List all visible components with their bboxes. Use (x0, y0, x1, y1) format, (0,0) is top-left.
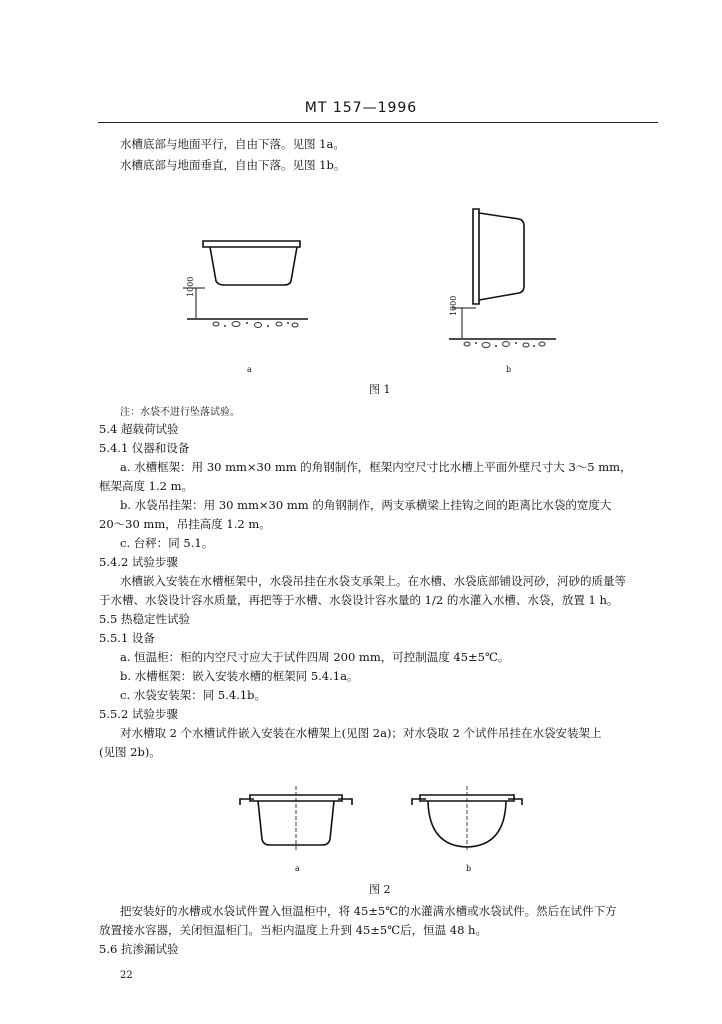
s542-para-line1: 水槽嵌入安装在水槽框架中，水袋吊挂在水袋支承架上。在水槽、水袋底部铺设河砂，河砂的质量等 (120, 574, 626, 588)
figure-1-caption: 图 1 (369, 383, 391, 396)
fig1a-gravel (292, 323, 298, 327)
fig1b-dot (495, 345, 497, 347)
fig1a-tub-body (210, 247, 297, 285)
fig2b-hanger-left (412, 799, 426, 805)
s551-a-line: a. 恒温柜：柜的内空尺寸应大于试件四周 200 mm，可控制温度 45±5℃。 (120, 650, 510, 664)
fig1a-dot (267, 325, 269, 327)
section-5-6-title: 5.6 抗渗漏试验 (99, 942, 179, 956)
fig2b-hanger-right (508, 799, 522, 805)
page-number: 22 (120, 970, 133, 981)
fig1a-gravel (276, 322, 282, 326)
note: 注：水袋不进行坠落试验。 (120, 407, 240, 418)
fig1a-label: a (247, 365, 252, 374)
s551-b-line: b. 水槽框架：嵌入安装水槽的框架同 5.4.1a。 (120, 669, 359, 683)
fig1a-height-label: 1000 (186, 276, 195, 297)
s541-a-line2: 框架高度 1.2 m。 (99, 479, 194, 493)
s551-c-line: c. 水袋安装架：同 5.4.1b。 (120, 688, 267, 702)
s541-b-line2: 20～30 mm，吊挂高度 1.2 m。 (99, 517, 271, 531)
fig1a-dot (287, 322, 289, 324)
fig1b-gravel (539, 342, 545, 346)
closing-para-line2: 放置接水容器，关闭恒温柜门。当柜内温度上升到 45±5℃后，恒温 48 h。 (99, 923, 487, 937)
s552-para-line1: 对水槽取 2 个水槽试件嵌入安装在水槽架上(见图 2a)；对水袋取 2 个试件吊挂在水袋安装架上 (120, 726, 602, 740)
fig1b-tub-body (479, 213, 524, 300)
s542-para-line2: 于水槽、水袋设计容水质量，再把等于水槽、水袋设计容水量的 1/2 的水灌入水槽、水袋，放置 1 h。 (99, 593, 619, 607)
fig1a-dot (224, 325, 226, 327)
fig1b-height-label: 1000 (449, 295, 458, 316)
intro-line-1: 水槽底部与地面平行，自由下落。见图 1a。 (120, 137, 345, 151)
fig2a-frame-left (240, 799, 254, 805)
fig1b-gravel (464, 342, 470, 346)
fig2a-frame-right (338, 799, 352, 805)
fig1b-dot (475, 342, 477, 344)
standard-code: MT 157 (304, 100, 363, 116)
s541-a-line1: a. 水槽框架：用 30 mm×30 mm 的角钢制作，框架内空尺寸比水槽上平面外壁尺寸大 3～5 mm， (120, 460, 632, 474)
header-dash: — (362, 100, 378, 116)
fig1b-dot (515, 342, 517, 344)
figure-2-caption: 图 2 (369, 883, 391, 896)
closing-para-line1: 把安装好的水槽或水袋试件置入恒温柜中，将 45±5℃的水灌满水槽或水袋试件。然后在试件下方 (120, 904, 617, 918)
section-5-4-2-title: 5.4.2 试验步骤 (99, 555, 178, 569)
fig1a-gravel (255, 323, 262, 328)
section-5-5-1-title: 5.5.1 设备 (99, 631, 155, 645)
fig1b-gravel (503, 342, 510, 347)
section-5-5-title: 5.5 热稳定性试验 (99, 612, 190, 626)
fig1a-gravel (232, 322, 240, 327)
intro-line-2: 水槽底部与地面垂直，自由下落。见图 1b。 (120, 158, 346, 172)
fig2a-label: a (295, 864, 300, 873)
section-5-4-1-title: 5.4.1 仪器和设备 (99, 441, 190, 455)
fig1b-tub-rim (473, 209, 479, 304)
fig1b-label: b (506, 365, 512, 374)
fig1a-tub-rim (203, 241, 300, 247)
section-5-4-title: 5.4 超载荷试验 (99, 422, 179, 436)
s541-b-line1: b. 水袋吊挂架：用 30 mm×30 mm 的角钢制作，两支承横梁上挂钩之间的距离比水袋的宽度大 (120, 498, 612, 512)
fig1b-gravel (482, 343, 490, 348)
s541-c-line: c. 台秤：同 5.1。 (120, 536, 214, 550)
standard-year: 1996 (377, 100, 418, 116)
s552-para-line2: (见图 2b)。 (99, 745, 161, 759)
fig1a-gravel (213, 322, 219, 326)
fig2b-label: b (466, 864, 472, 873)
fig1b-dot (533, 345, 535, 347)
fig1a-dot (246, 322, 248, 324)
section-5-5-2-title: 5.5.2 试验步骤 (99, 707, 178, 721)
fig1b-gravel (523, 343, 529, 347)
